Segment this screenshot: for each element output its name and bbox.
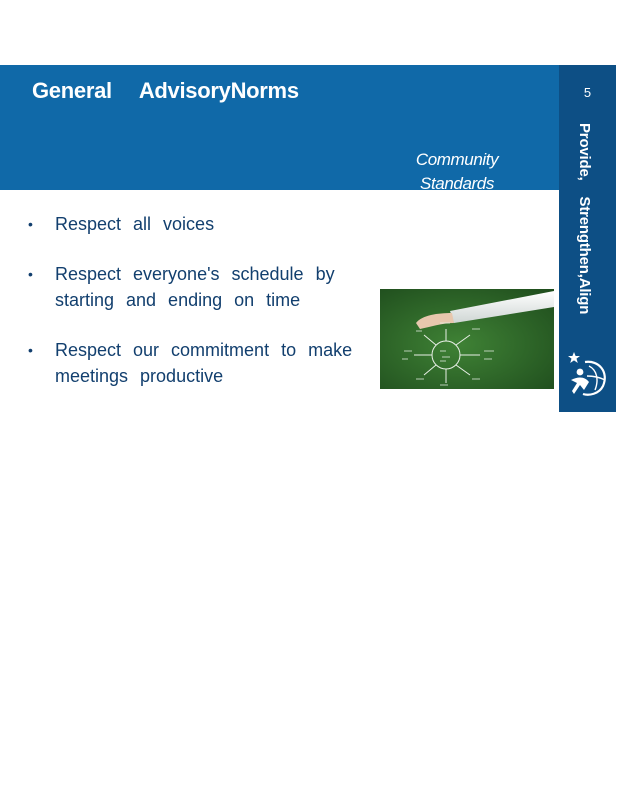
bullet-icon: • [28,266,33,282]
bullet-icon: • [28,342,33,358]
list-item-text: Respect all voices [55,214,215,234]
list-item [28,211,358,237]
slide-title: General AdvisoryNorms [32,78,299,103]
subtitle-line-1: Community [415,150,499,169]
list-item-text: Respect our commitment to make meetings productive [55,340,353,386]
side-label: Provide, Strengthen,Align [576,123,593,315]
subtitle-line-2: Standards [420,174,494,193]
chalkboard-hand-photo-icon [380,289,554,389]
page-number: 5 [583,85,592,100]
norms-list [28,211,358,413]
logo-figure-body [571,378,589,394]
list-item [28,337,358,389]
logo-figure-head [577,369,584,376]
bullet-icon: • [28,216,33,232]
logo-star-icon [568,352,580,363]
side-bar [559,65,616,412]
slide-subtitle [404,148,510,196]
star-globe-logo-icon [565,350,611,398]
list-item-text: Respect everyone's schedule by starting and ending on time [55,264,335,310]
list-item [28,261,358,313]
